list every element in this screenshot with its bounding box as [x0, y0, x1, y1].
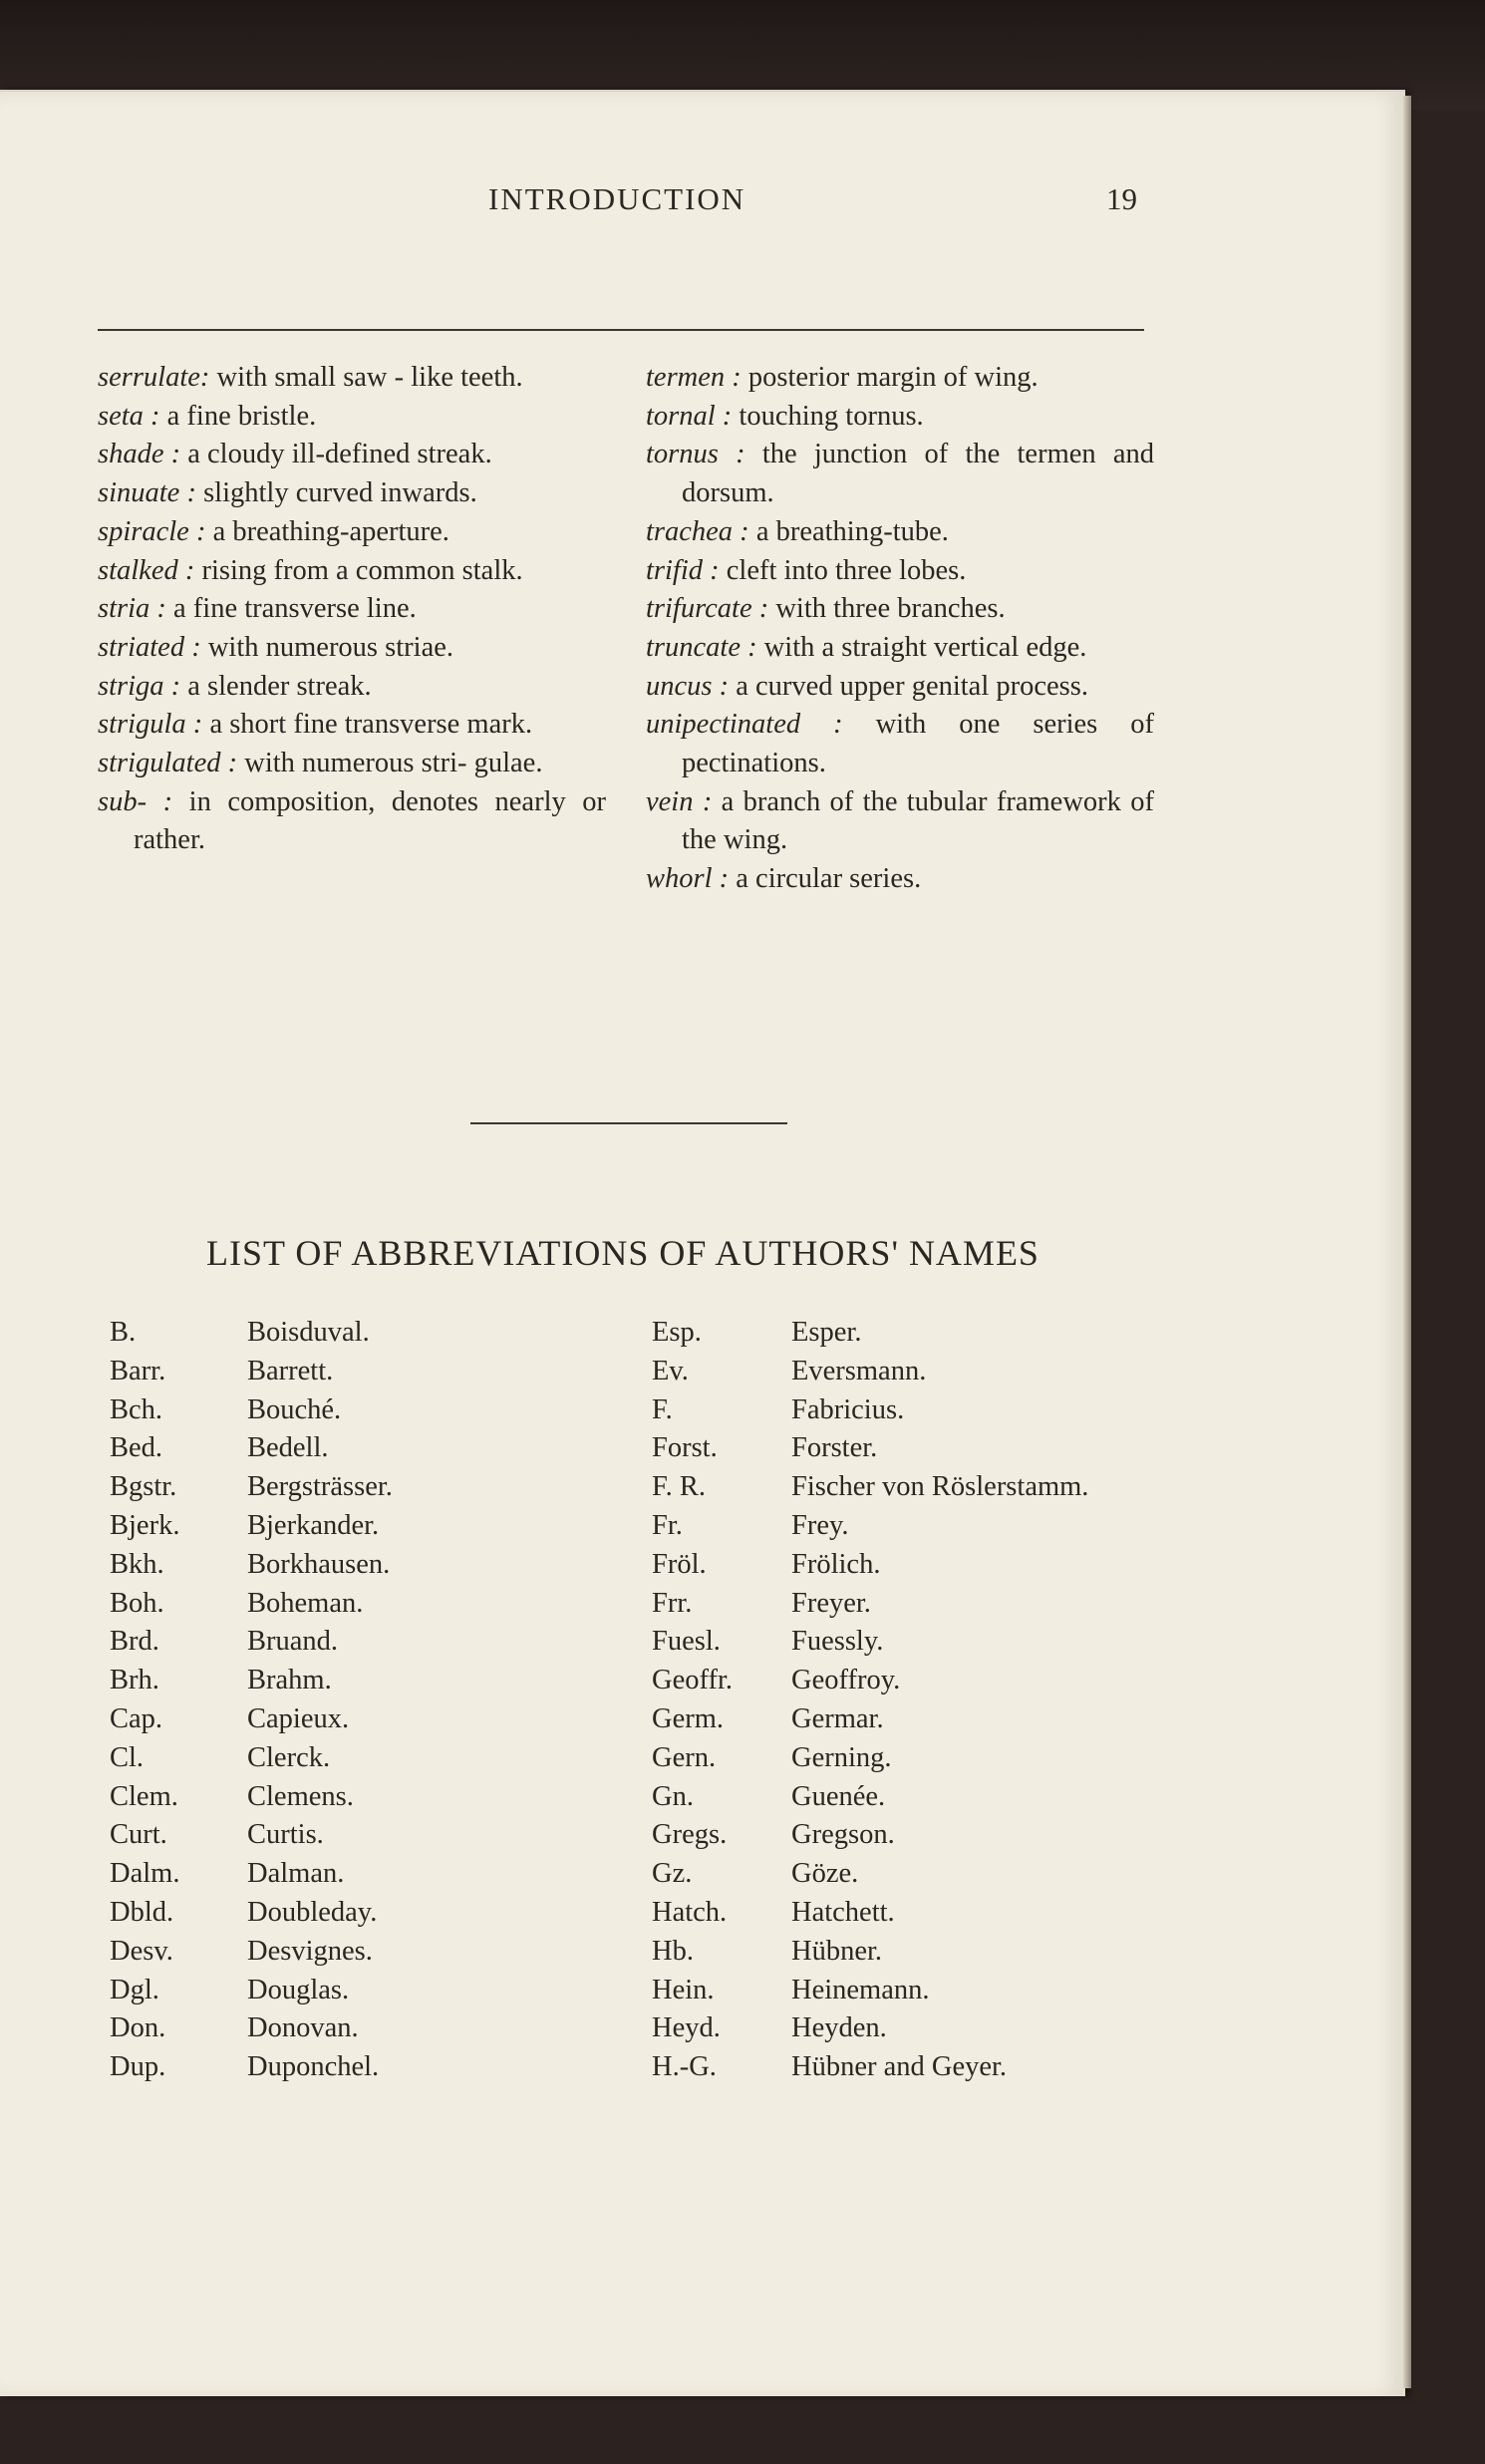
glossary-definition: slightly curved inwards.	[203, 477, 477, 509]
abbreviation-code: Bgstr.	[110, 1471, 177, 1503]
glossary-definition: with a straight vertical edge.	[763, 631, 1087, 663]
author-name: Barrett.	[247, 1355, 334, 1386]
author-name: Heyden.	[791, 2012, 887, 2044]
glossary-term: tornus :	[646, 439, 745, 470]
abbreviation-row	[110, 1546, 528, 1585]
author-name: Göze.	[791, 1858, 859, 1890]
glossary-term: striated :	[98, 631, 201, 663]
glossary-term: unipectinated :	[646, 709, 843, 741]
abbreviation-code: Cap.	[110, 1702, 163, 1734]
abbreviation-row	[110, 1507, 528, 1546]
abbreviation-row	[652, 1353, 1210, 1391]
abbreviation-code: Geoffr.	[652, 1665, 733, 1696]
abbreviation-code: Clem.	[110, 1780, 178, 1812]
author-name: Fischer von Röslerstamm.	[791, 1471, 1089, 1503]
glossary-entry	[646, 398, 1154, 437]
abbreviation-row	[652, 1391, 1210, 1430]
abbreviation-code: Esp.	[652, 1317, 702, 1348]
glossary-term: stalked :	[98, 554, 195, 586]
glossary-definition: a cloudy ill-defined streak.	[187, 439, 492, 470]
abbreviation-row	[110, 1778, 528, 1817]
glossary-entry	[646, 513, 1154, 552]
abbreviation-code: F.	[652, 1393, 673, 1425]
author-name: Freyer.	[791, 1587, 871, 1619]
glossary-entry	[98, 668, 606, 707]
abbreviation-row	[110, 1314, 528, 1353]
author-name: Borkhausen.	[247, 1548, 391, 1580]
abbreviation-code: Brh.	[110, 1665, 159, 1696]
glossary-term: sinuate :	[98, 477, 196, 509]
abbreviation-row	[652, 1314, 1210, 1353]
abbreviation-row	[110, 1855, 528, 1894]
author-name: Bjerkander.	[247, 1509, 380, 1541]
glossary-entry	[98, 474, 606, 513]
glossary-entry	[98, 436, 606, 474]
glossary-term: striga :	[98, 670, 181, 702]
author-name: Esper.	[791, 1317, 862, 1348]
abbreviation-row	[110, 1816, 528, 1855]
glossary-entry	[98, 783, 606, 860]
section-rule	[470, 1122, 787, 1124]
author-name: Hatchett.	[791, 1896, 895, 1928]
glossary-definition: a slender streak.	[187, 670, 372, 702]
glossary-entry	[646, 860, 1154, 899]
abbreviation-row	[110, 1623, 528, 1662]
abbreviation-code: Germ.	[652, 1702, 725, 1734]
author-name: Fuessly.	[791, 1626, 884, 1658]
author-name: Forster.	[791, 1432, 878, 1464]
abbreviation-row	[652, 1546, 1210, 1585]
glossary-term: strigula :	[98, 709, 203, 741]
abbreviation-code: Bjerk.	[110, 1509, 180, 1541]
glossary-term: termen :	[646, 362, 742, 393]
glossary-term: seta :	[98, 400, 160, 432]
author-name: Bruand.	[247, 1626, 339, 1658]
glossary-term: trifid :	[646, 554, 720, 586]
author-name: Guenée.	[791, 1780, 886, 1812]
abbreviation-code: Brd.	[110, 1626, 159, 1658]
author-name: Doubleday.	[247, 1896, 378, 1928]
glossary-definition: rising from a common stalk.	[201, 554, 523, 586]
glossary-definition: a circular series.	[736, 863, 922, 895]
abbreviation-row	[652, 1972, 1210, 2010]
abbreviation-code: Bch.	[110, 1393, 163, 1425]
author-name: Dalman.	[247, 1858, 345, 1890]
header-rule	[98, 329, 1144, 331]
abbreviation-row	[110, 1662, 528, 1700]
glossary-term: sub- :	[98, 785, 173, 817]
glossary-term: serrulate:	[98, 362, 210, 393]
glossary-entry	[646, 552, 1154, 591]
abbreviation-code: H.-G.	[652, 2051, 717, 2083]
abbreviation-row	[652, 1429, 1210, 1468]
glossary-entry	[98, 398, 606, 437]
glossary-definition: with numerous striae.	[207, 631, 453, 663]
abbreviation-code: Boh.	[110, 1587, 164, 1619]
abbreviation-code: Bkh.	[110, 1548, 164, 1580]
abbreviation-row	[652, 1816, 1210, 1855]
abbreviation-code: Don.	[110, 2012, 166, 2044]
abbreviation-row	[110, 1429, 528, 1468]
abbreviation-row	[652, 1468, 1210, 1507]
author-name: Hübner and Geyer.	[791, 2051, 1008, 2083]
author-name: Duponchel.	[247, 2051, 380, 2083]
abbreviation-code: Hein.	[652, 1974, 715, 2005]
abbreviation-code: Curt.	[110, 1819, 167, 1851]
glossary-entry	[646, 706, 1154, 782]
glossary-definition: the junction of the termen and dorsum.	[682, 439, 1155, 509]
glossary-entry	[646, 668, 1154, 707]
abbreviation-code: Heyd.	[652, 2012, 721, 2044]
glossary-definition: with numerous stri- gulae.	[244, 748, 543, 779]
abbreviation-code: Fr.	[652, 1509, 683, 1541]
abbreviation-row	[652, 1585, 1210, 1624]
abbreviation-row	[652, 1855, 1210, 1894]
glossary-entry	[646, 436, 1154, 512]
abbreviation-row	[110, 1972, 528, 2010]
glossary-definition: with one series of pectinations.	[682, 709, 1154, 779]
glossary-entry	[98, 590, 606, 629]
glossary-term: trifurcate :	[646, 593, 769, 625]
author-name: Fabricius.	[791, 1393, 905, 1425]
abbreviation-row	[652, 1507, 1210, 1546]
abbreviation-code: Frr.	[652, 1587, 693, 1619]
glossary-right-column	[646, 359, 1154, 899]
glossary-definition: cleft into three lobes.	[726, 554, 967, 586]
abbreviation-code: F. R.	[652, 1471, 706, 1503]
abbreviation-row	[652, 1894, 1210, 1933]
abbreviations-heading: LIST OF ABBREVIATIONS OF AUTHORS' NAMES	[206, 1233, 1040, 1273]
abbreviation-row	[652, 1662, 1210, 1700]
author-name: Capieux.	[247, 1702, 350, 1734]
glossary-term: whorl :	[646, 863, 730, 895]
glossary-term: vein :	[646, 785, 713, 817]
abbreviation-row	[110, 1894, 528, 1933]
glossary-definition: a curved upper genital process.	[736, 670, 1088, 702]
glossary-definition: a fine bristle.	[166, 400, 317, 432]
abbreviation-code: Gz.	[652, 1858, 693, 1890]
abbreviation-code: Hb.	[652, 1935, 694, 1967]
abbreviation-row	[110, 1585, 528, 1624]
author-name: Gerning.	[791, 1741, 892, 1773]
glossary-entry	[98, 745, 606, 783]
abbreviation-row	[652, 1933, 1210, 1972]
abbreviation-code: Ev.	[652, 1355, 689, 1386]
abbreviation-code: Barr.	[110, 1355, 166, 1386]
glossary-term: shade :	[98, 439, 181, 470]
abbreviation-row	[652, 2048, 1210, 2087]
abbreviation-row	[110, 1933, 528, 1972]
author-name: Clemens.	[247, 1780, 354, 1812]
abbreviation-row	[110, 2009, 528, 2048]
abbreviation-code: Cl.	[110, 1741, 145, 1773]
glossary-term: tornal :	[646, 400, 733, 432]
abbreviation-code: Hatch.	[652, 1896, 728, 1928]
author-name: Curtis.	[247, 1819, 324, 1851]
abbreviations-right-column	[652, 1314, 1210, 2087]
abbreviations-left-column	[110, 1314, 528, 2087]
glossary-term: spiracle :	[98, 515, 206, 547]
abbreviation-code: Gn.	[652, 1780, 694, 1812]
abbreviation-code: Forst.	[652, 1432, 718, 1464]
author-name: Donovan.	[247, 2012, 359, 2044]
author-name: Hübner.	[791, 1935, 883, 1967]
abbreviation-row	[110, 2048, 528, 2087]
abbreviation-code: Bed.	[110, 1432, 163, 1464]
glossary-definition: a breathing-aperture.	[212, 515, 449, 547]
glossary-term: truncate :	[646, 631, 757, 663]
glossary-entry	[98, 552, 606, 591]
glossary-left-column	[98, 359, 606, 860]
author-name: Gregson.	[791, 1819, 895, 1851]
glossary-entry	[98, 359, 606, 398]
author-name: Frölich.	[791, 1548, 881, 1580]
abbreviation-code: Dup.	[110, 2051, 166, 2083]
running-title: INTRODUCTION	[488, 181, 746, 216]
glossary-definition: a fine transverse line.	[173, 593, 417, 625]
glossary-entry	[646, 590, 1154, 629]
author-name: Bergsträsser.	[247, 1471, 393, 1503]
abbreviation-row	[652, 1623, 1210, 1662]
glossary-entry	[98, 629, 606, 668]
author-name: Boisduval.	[247, 1317, 370, 1348]
abbreviation-code: Fuesl.	[652, 1626, 721, 1658]
author-name: Heinemann.	[791, 1974, 930, 2005]
glossary-definition: a breathing-tube.	[755, 515, 949, 547]
author-name: Douglas.	[247, 1974, 350, 2005]
glossary-term: uncus :	[646, 670, 730, 702]
glossary-entry	[646, 629, 1154, 668]
abbreviation-row	[110, 1739, 528, 1778]
author-name: Eversmann.	[791, 1355, 927, 1386]
author-name: Clerck.	[247, 1741, 331, 1773]
glossary-term: strigulated :	[98, 748, 238, 779]
abbreviation-row	[652, 1778, 1210, 1817]
abbreviation-code: Dbld.	[110, 1896, 174, 1928]
glossary-term: stria :	[98, 593, 166, 625]
glossary-entry	[98, 706, 606, 745]
glossary-definition: touching tornus.	[739, 400, 924, 432]
abbreviation-row	[110, 1353, 528, 1391]
abbreviation-code: Gregs.	[652, 1819, 728, 1851]
abbreviation-row	[652, 1700, 1210, 1739]
author-name: Bouché.	[247, 1393, 342, 1425]
author-name: Boheman.	[247, 1587, 364, 1619]
glossary-definition: in composition, denotes nearly or rather.	[134, 785, 607, 856]
glossary-definition: with three branches.	[775, 593, 1006, 625]
glossary-entry	[646, 359, 1154, 398]
abbreviation-row	[110, 1700, 528, 1739]
abbreviation-row	[652, 2009, 1210, 2048]
glossary-entry	[98, 513, 606, 552]
glossary-entry	[646, 783, 1154, 860]
abbreviation-code: Gern.	[652, 1741, 717, 1773]
author-name: Desvignes.	[247, 1935, 373, 1967]
abbreviation-code: Fröl.	[652, 1548, 707, 1580]
abbreviation-code: Dalm.	[110, 1858, 180, 1890]
glossary-definition: posterior margin of wing.	[747, 362, 1039, 393]
glossary-definition: with small saw - like teeth.	[216, 362, 523, 393]
author-name: Brahm.	[247, 1665, 332, 1696]
abbreviation-row	[110, 1468, 528, 1507]
abbreviation-row	[652, 1739, 1210, 1778]
author-name: Geoffroy.	[791, 1665, 901, 1696]
abbreviation-code: B.	[110, 1317, 137, 1348]
author-name: Bedell.	[247, 1432, 329, 1464]
abbreviation-code: Desv.	[110, 1935, 173, 1967]
page-number: 19	[1106, 181, 1137, 216]
page-edge	[1403, 96, 1411, 2388]
abbreviation-row	[110, 1391, 528, 1430]
author-name: Germar.	[791, 1702, 884, 1734]
glossary-definition: a short fine transverse mark.	[209, 709, 533, 741]
abbreviation-code: Dgl.	[110, 1974, 159, 2005]
glossary-term: trachea :	[646, 515, 749, 547]
glossary-definition: a branch of the tubular framework of the wing.	[682, 785, 1154, 856]
author-name: Frey.	[791, 1509, 849, 1541]
